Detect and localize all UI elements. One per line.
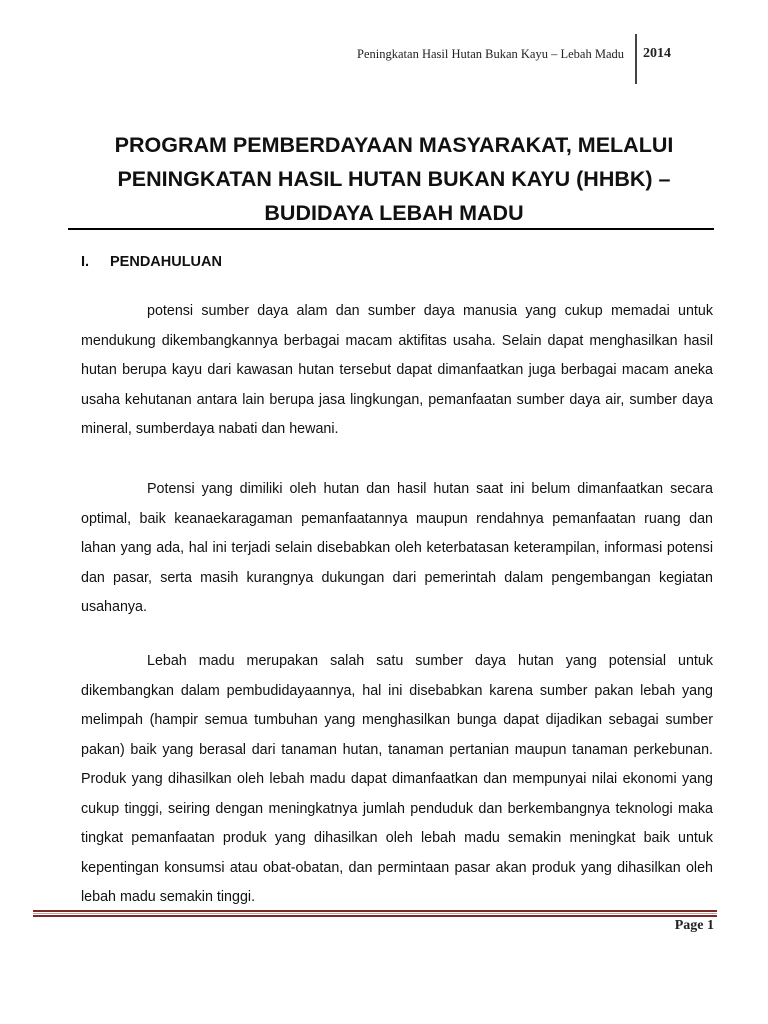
running-header: Peningkatan Hasil Hutan Bukan Kayu – Lebah Madu bbox=[357, 47, 624, 61]
footer-rule-inner bbox=[33, 913, 717, 914]
page-number: Page 1 bbox=[674, 918, 714, 933]
paragraph-2: Potensi yang dimiliki oleh hutan dan hasil hutan saat ini belum dimanfaatkan secara optimal, baik keanaekaragaman pemanfaatannya maupun rendahnya pemanfaatan ruang dan lahan yang ada, hal ini terjadi selain disebabkan oleh keterbatasan keterampilan, informasi potensi dan pasar, serta masih kurangnya dukungan dari pemerintah dalam pengembangan kegiatan usahanya. bbox=[81, 481, 713, 615]
document-title bbox=[70, 128, 718, 230]
header-divider bbox=[635, 34, 637, 84]
title-line-1: PROGRAM PEMBERDAYAAN MASYARAKAT, MELALUI bbox=[114, 133, 674, 157]
paragraph-3: Lebah madu merupakan salah satu sumber daya hutan yang potensial untuk dikembangkan dalam pembudidayaannya, hal ini disebabkan karena sumber pakan lebah yang melimpah (hampir semua tumbuhan yang menghasilkan bunga dapat dijadikan sebagai sumber pakan) baik yang berasal dari tanaman hutan, tanaman pertanian maupun tanaman perkebunan. Produk yang dihasilkan oleh lebah madu dapat dimanfaatkan dan mempunyai nilai ekonomi yang cukup tinggi, seiring dengan meningkatnya jumlah penduduk dan berkembangnya teknologi maka tingkat pemanfaatan produk yang dihasilkan oleh lebah madu semakin meningkat baik untuk kepentingan konsumsi atau obat-obatan, dan permintaan pasar akan produk yang dihasilkan oleh lebah madu semakin tinggi. bbox=[81, 653, 713, 905]
header-year: 2014 bbox=[643, 46, 671, 61]
title-underline bbox=[68, 228, 714, 230]
title-line-3: BUDIDAYA LEBAH MADU bbox=[264, 201, 524, 225]
section-heading: PENDAHULUAN bbox=[110, 254, 222, 270]
title-line-2: PENINGKATAN HASIL HUTAN BUKAN KAYU (HHBK) – bbox=[117, 167, 671, 191]
paragraph-1: potensi sumber daya alam dan sumber daya manusia yang cukup memadai untuk mendukung dikembangkannya berbagai macam aktifitas usaha. Selain dapat menghasilkan hasil hutan berupa kayu dari kawasan hutan tersebut dapat dimanfaatkan juga berbagai macam aneka usaha kehutanan antara lain berupa jasa lingkungan, pemanfaatan sumber daya air, sumber daya mineral, sumberdaya nabati dan hewani. bbox=[81, 303, 713, 437]
section-number: I. bbox=[81, 254, 90, 270]
